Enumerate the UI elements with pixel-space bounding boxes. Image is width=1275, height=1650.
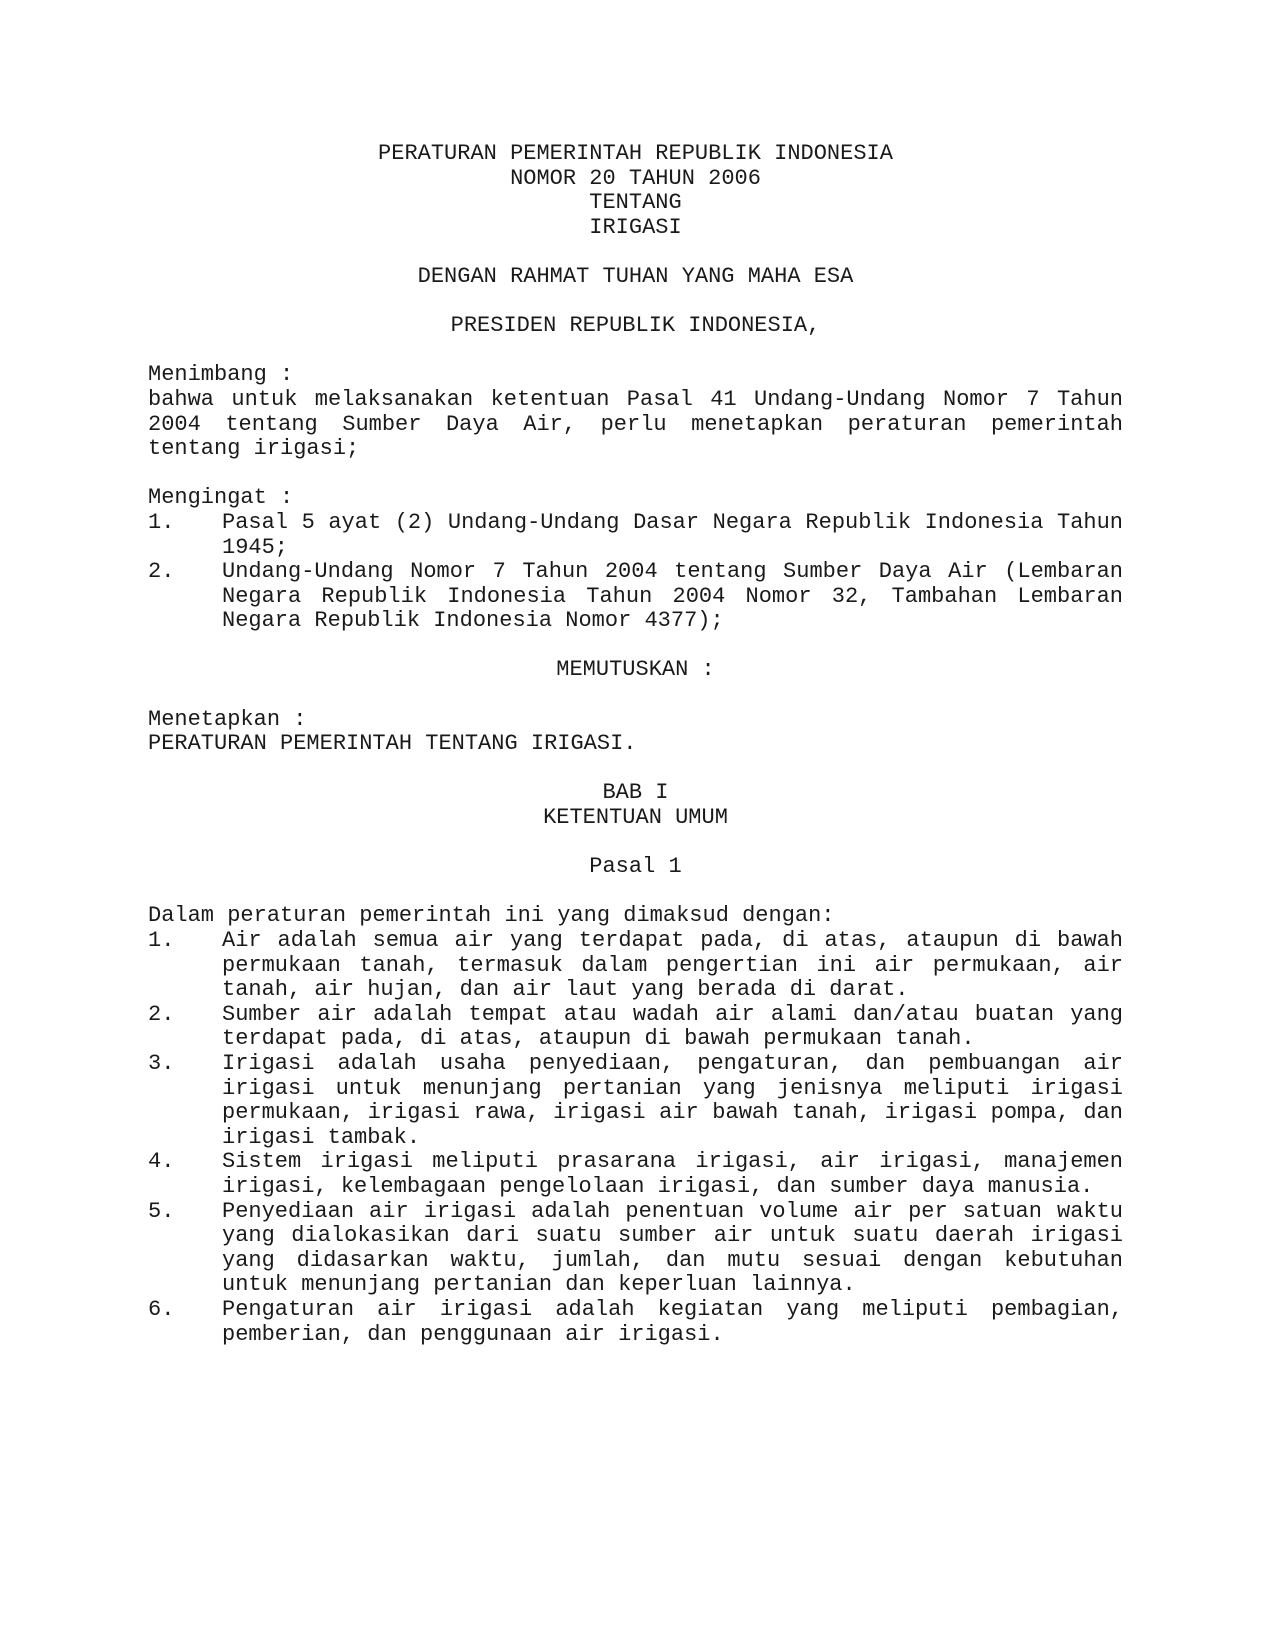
mengingat-section [148, 486, 1123, 634]
list-item-number: 1. [148, 928, 175, 953]
chapter-number: BAB I [602, 780, 669, 806]
list-item [148, 1150, 1123, 1199]
menimbang-text: bahwa untuk melaksanakan ketentuan Pasal 41 Undang-Undang Nomor 7 Tahun 2004 tentang Sumber Daya Air, perlu menetapkan peraturan pemerintah tentang irigasi; [148, 386, 1123, 462]
document-header [148, 142, 1123, 240]
list-item [148, 1200, 1123, 1298]
list-item [148, 560, 1123, 634]
list-item-number: 4. [148, 1149, 175, 1175]
list-item [148, 1052, 1123, 1150]
chapter-title: KETENTUAN UMUM [543, 805, 728, 831]
menimbang-label: Menimbang : [148, 362, 294, 388]
list-item-number: 2. [148, 559, 175, 585]
list-item-text: Pengaturan air irigasi adalah kegiatan yang meliputi pembagian, pemberian, dan penggunaan air irigasi. [222, 1296, 1123, 1347]
list-item-text: Sistem irigasi meliputi prasarana irigasi, air irigasi, manajemen irigasi, kelembagaan pengelolaan irigasi, dan sumber daya manusia. [222, 1149, 1123, 1199]
article-body [148, 904, 1123, 1347]
menimbang-section [148, 363, 1123, 461]
president-heading: PRESIDEN REPUBLIK INDONESIA, [450, 313, 821, 339]
article-title: Pasal 1 [589, 854, 682, 880]
list-item-number: 6. [148, 1296, 175, 1322]
memutuskan-heading: MEMUTUSKAN : [556, 657, 715, 683]
list-item [148, 1298, 1123, 1347]
menetapkan-label: Menetapkan : [148, 706, 307, 732]
regulation-about: TENTANG [589, 190, 682, 216]
document-page [148, 142, 1123, 1347]
menetapkan-section [148, 708, 1123, 757]
list-item-text: Undang-Undang Nomor 7 Tahun 2004 tentang Sumber Daya Air (Lembaran Negara Republik Indonesia Tahun 2004 Nomor 32, Tambahan Lembaran Negara Republik Indonesia Nomor 4377); [222, 559, 1123, 634]
list-item [148, 929, 1123, 1003]
regulation-subject: IRIGASI [589, 214, 682, 240]
menetapkan-text: PERATURAN PEMERINTAH TENTANG IRIGASI. [148, 731, 637, 757]
regulation-title: PERATURAN PEMERINTAH REPUBLIK INDONESIA [378, 141, 893, 166]
article-intro: Dalam peraturan pemerintah ini yang dimaksud dengan: [148, 903, 835, 929]
list-item-text: Irigasi adalah usaha penyediaan, pengaturan, dan pembuangan air irigasi untuk menunjang pertanian yang jenisnya meliputi irigasi permukaan, irigasi rawa, irigasi air bawah tanah, irigasi pompa, dan irigasi tambak. [222, 1050, 1123, 1150]
list-item [148, 1003, 1123, 1052]
list-item-number: 2. [148, 1001, 175, 1027]
invocation: DENGAN RAHMAT TUHAN YANG MAHA ESA [417, 263, 854, 289]
list-item-text: Pasal 5 ayat (2) Undang-Undang Dasar Negara Republik Indonesia Tahun 1945; [222, 509, 1123, 560]
list-item [148, 511, 1123, 560]
list-item-number: 5. [148, 1198, 175, 1224]
list-item-text: Penyediaan air irigasi adalah penentuan volume air per satuan waktu yang dialokasikan dari suatu sumber air untuk suatu daerah irigasi yang didasarkan waktu, jumlah, dan mutu sesuai dengan kebutuhan untuk menunjang pertanian dan keperluan lainnya. [222, 1198, 1123, 1298]
list-item-number: 3. [148, 1050, 175, 1076]
mengingat-label: Mengingat : [148, 485, 294, 511]
list-item-text: Air adalah semua air yang terdapat pada, di atas, ataupun di bawah permukaan tanah, termasuk dalam pengertian ini air permukaan, air tanah, air hujan, dan air laut yang berada di darat. [222, 928, 1123, 1003]
list-item-number: 1. [148, 509, 175, 535]
list-item-text: Sumber air adalah tempat atau wadah air alami dan/atau buatan yang terdapat pada, di atas, ataupun di bawah permukaan tanah. [222, 1001, 1123, 1052]
regulation-number: NOMOR 20 TAHUN 2006 [510, 165, 761, 191]
